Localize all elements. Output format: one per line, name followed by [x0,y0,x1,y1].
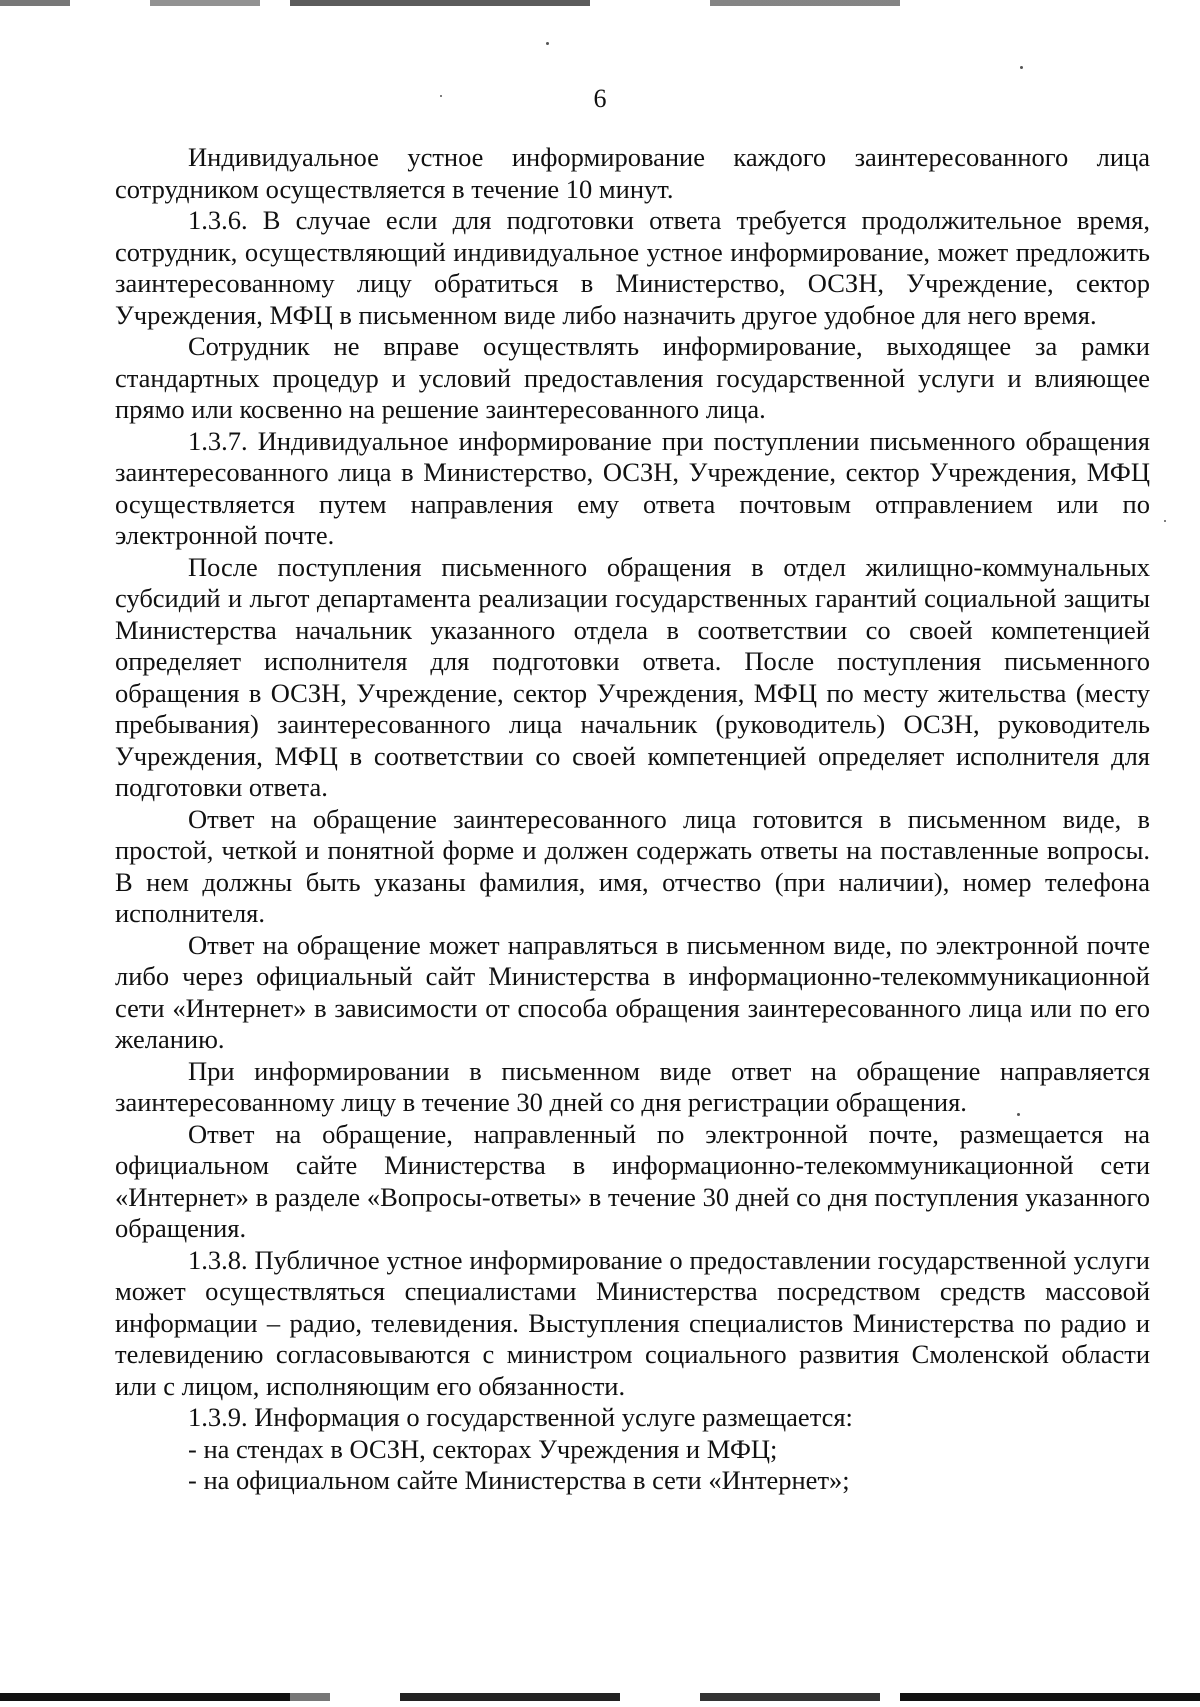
paragraph: 1.3.9. Информация о государственной услуге размещается: [188,1402,853,1432]
list-item: - на официальном сайте Министерства в сети «Интернет»; [188,1465,850,1495]
scan-edge-top [0,0,1200,6]
paragraph: Ответ на обращение может направляться в письменном виде, по электронной почте либо через официальный сайт Министерства в информационно-телекоммуникационной сети «Интернет» в зависимости от способа обращения заинтересованного лица или по его желанию. [115,929,1150,1054]
paragraph: При информировании в письменном виде ответ на обращение направляется заинтересованному лицу в течение 30 дней со дня регистрации обращения. [115,1055,1150,1117]
list-item: - на стендах в ОСЗН, секторах Учреждения и МФЦ; [188,1433,778,1464]
paragraph: 1.3.6. В случае если для подготовки ответа требуется продолжительное время, сотрудник, осуществляющий индивидуальное устное информирование, может предложить заинтересованному лицу обратиться в Министерство, ОСЗН, Учреждение, сектор Учреждения, МФЦ в письменном виде либо назначить другое удобное для него время. [115,205,1150,330]
document-body [115,142,1150,1497]
paragraph: После поступления письменного обращения в отдел жилищно-коммунальных субсидий и льгот департамента реализации государственных гарантий социальной защиты Министерства начальник указанного отдела в соответствии со своей компетенцией определяет исполнителя для подготовки ответа. После поступления письменного обращения в ОСЗН, Учреждение, сектор Учреждения, МФЦ по месту жительства (месту пребывания) заинтересованного лица начальник (руководитель) ОСЗН, руководитель Учреждения, МФЦ в соответствии со своей компетенцией определяет исполнителя для подготовки ответа. [115,551,1150,802]
paragraph: Ответ на обращение, направленный по электронной почте, размещается на официальном сайте Министерства в информационно-телекоммуникационной сети «Интернет» в разделе «Вопросы-ответы» в течение 30 дней со дня поступления указанного обращения. [115,1118,1150,1243]
page-number: 6 [593,84,607,113]
paragraph: Индивидуальное устное информирование каждого заинтересованного лица сотрудником осуществляется в течение 10 минут. [115,142,1150,204]
scan-speck [1020,66,1023,69]
paragraph: 1.3.8. Публичное устное информирование о предоставлении государственной услуги может осуществляться специалистами Министерства посредством средств массовой информации – радио, телевидения. Выступления специалистов Министерства по радио и телевидению согласовываются с министром социального развития Смоленской области или с лицом, исполняющим его обязанности. [115,1244,1150,1401]
scan-speck [440,95,442,97]
paragraph: 1.3.7. Индивидуальное информирование при поступлении письменного обращения заинтересованного лица в Министерство, ОСЗН, Учреждение, сектор Учреждения, МФЦ осуществляется путем направления ему ответа почтовым отправлением или по электронной почте. [115,425,1150,550]
paragraph: Сотрудник не вправе осуществлять информирование, выходящее за рамки стандартных процедур и условий предоставления государственной услуги и влияющее прямо или косвенно на решение заинтересованного лица. [115,331,1150,424]
scan-speck [546,42,549,45]
scan-speck [1164,520,1166,522]
scan-edge-bottom [0,1693,1200,1701]
paragraph: Ответ на обращение заинтересованного лица готовится в письменном виде, в простой, четкой и понятной форме и должен содержать ответы на поставленные вопросы. В нем должны быть указаны фамилия, имя, отчество (при наличии), номер телефона исполнителя. [115,803,1150,928]
